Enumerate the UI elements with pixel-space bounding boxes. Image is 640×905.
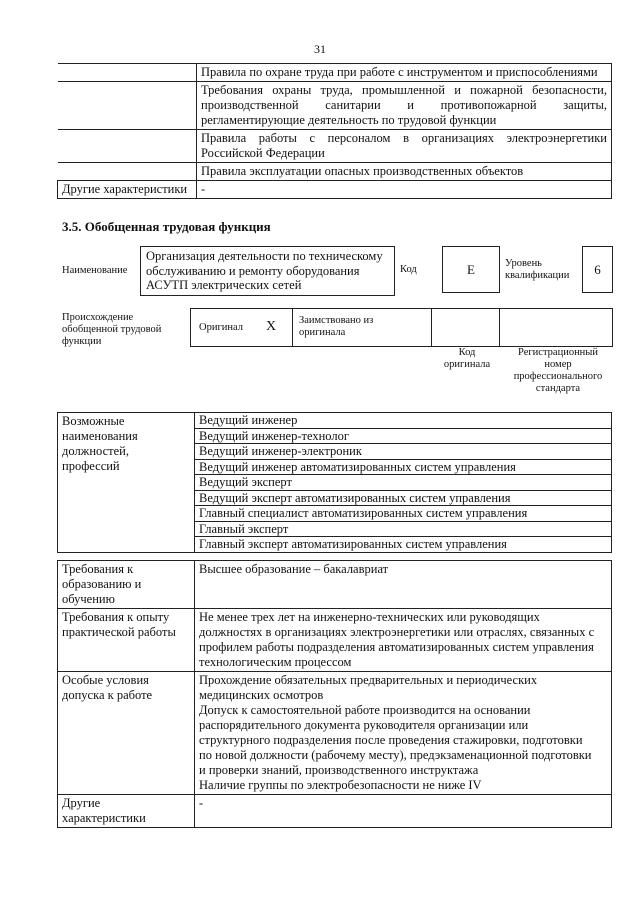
admission-label [58,672,195,795]
row-label [58,64,197,82]
text-line: Не менее трех лет на инженерно-технических или руководящих [199,610,540,624]
level-value: 6 [582,246,613,293]
list-item: Главный эксперт [195,522,611,538]
text-line: технологическим процессом [199,655,352,669]
row-label: Другие характеристики [58,181,197,199]
text-line: распорядительного документа руководителя организации или [199,718,529,732]
text-line: Наличие группы по электробезопасности не ниже IV [199,778,482,792]
caption-line: Код [458,347,476,358]
experience-label [58,609,195,672]
text-line: Прохождение обязательных предварительных и периодических [199,673,538,687]
row-text: - [197,181,612,199]
row-text: Правила эксплуатации опасных производственных объектов [197,163,612,181]
level-label-1: Уровень [505,258,542,269]
caption-line: профессионального [513,371,603,382]
origin-label [62,312,161,348]
function-name-line: Организация деятельности по техническому [146,249,383,263]
label-line: наименования [62,429,138,443]
label-line: обучению [62,592,115,606]
admission-value [195,672,612,795]
row-label [58,163,197,181]
function-name-box [140,246,395,296]
knowledge-table [57,63,612,199]
text-line: и проверки знаний, производственного инструктажа [199,763,479,777]
table-row [58,163,612,181]
page-number: 31 [314,42,326,56]
education-value [195,561,612,609]
professions-list [195,413,612,553]
borrowed-label-line: Заимствовано из [299,315,374,326]
list-item: Ведущий инженер автоматизированных систем управления [195,460,611,476]
code-label: Код [400,264,417,275]
reg-number-caption [503,347,613,395]
professions-label [58,413,195,553]
label-line: Требования к опыту [62,610,170,624]
divider [431,309,432,346]
row-label [58,130,197,163]
code-original-caption [432,347,502,371]
table-row [58,609,612,672]
row-text: Требования охраны труда, промышленной и пожарной безопасности, производственной санитарии и противопожарной защиты, регламентирующие деятельность по трудовой функции [197,82,612,130]
origin-label-line: Происхождение [62,312,134,323]
row-text: Правила по охране труда при работе с инструментом и приспособлениями [197,64,612,82]
original-mark: X [266,319,277,334]
borrowed-label [299,315,373,339]
text-line: структурного подразделения после проведения стажировки, подготовки [199,733,583,747]
label-line: должностей, [62,444,129,458]
caption-line: стандарта [535,383,581,394]
label-line: Требования к [62,562,134,576]
text-line: - [199,796,204,810]
table-row [58,795,612,828]
text-line: должностях в организациях электроэнергетики или отраслях, связанных с [199,625,595,639]
table-row [58,64,612,82]
label-line: профессий [62,459,120,473]
label-line: Особые условия [62,673,149,687]
list-item: Ведущий эксперт [195,475,611,491]
label-line: практической работы [62,625,176,639]
level-label-2: квалификации [505,270,570,281]
other-label [58,795,195,828]
text-line: по новой должности (рабочему месту), предэкзаменационной подготовки [199,748,592,762]
list-item: Ведущий эксперт автоматизированных систем управления [195,491,611,507]
divider [499,309,500,346]
text-line: профилем работы подразделения автоматизированных систем управления [199,640,594,654]
professions-table [57,412,612,553]
label-line: Возможные [62,414,125,428]
original-label: Оригинал [199,322,243,333]
list-item: Главный эксперт автоматизированных систем управления [199,537,507,551]
function-name-line: АСУТП электрических сетей [146,278,302,292]
list-item: Ведущий инженер-технолог [195,429,611,445]
other-value [195,795,612,828]
label-line: образованию и [62,577,142,591]
table-row [58,672,612,795]
text-line: медицинских осмотров [199,688,324,702]
list-item: Ведущий инженер-электроник [195,444,611,460]
table-row [58,181,612,199]
text-line: Высшее образование – бакалавриат [199,562,389,576]
section-title: 3.5. Обобщенная трудовая функция [62,219,271,234]
row-label [58,82,197,130]
origin-label-line: функции [62,336,102,347]
caption-line: номер [544,359,572,370]
experience-value [195,609,612,672]
row-text: Правила работы с персоналом в организациях электроэнергетики Российской Федерации [197,130,612,163]
origin-label-line: обобщенной трудовой [62,324,162,335]
requirements-table [57,560,612,828]
origin-table [190,308,613,347]
borrowed-label-line: оригинала [299,327,346,338]
list-item: Ведущий инженер [195,413,611,429]
label-line: Другие [62,796,101,810]
education-label [58,561,195,609]
table-row [58,130,612,163]
table-row [58,413,612,553]
divider [292,309,293,346]
caption-line: Регистрационный [518,347,598,358]
code-value: E [442,246,500,293]
text-line: Допуск к самостоятельной работе производится на основании [199,703,531,717]
label-line: характеристики [62,811,146,825]
name-label: Наименование [62,265,128,276]
caption-line: оригинала [443,359,491,370]
table-row [58,561,612,609]
list-item: Главный специалист автоматизированных систем управления [195,506,611,522]
label-line: допуска к работе [62,688,153,702]
function-name-line: обслуживанию и ремонту оборудования [146,263,360,278]
table-row [58,82,612,130]
